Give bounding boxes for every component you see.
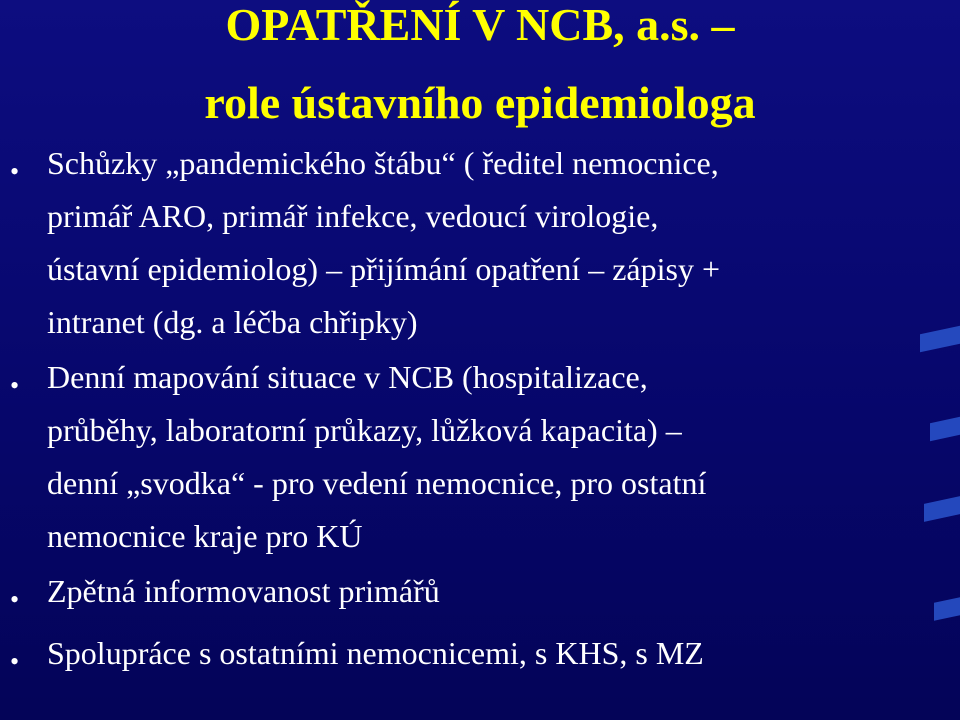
bullet-text-line: Zpětná informovanost primářů: [47, 573, 440, 609]
bullet-text-line: primář ARO, primář infekce, vedoucí virologie,: [47, 198, 659, 234]
decorative-stripe: [924, 496, 960, 522]
decorative-stripe: [930, 417, 960, 441]
bullet-text-line: intranet (dg. a léčba chřipky): [47, 304, 418, 340]
bullet-text-line: nemocnice kraje pro KÚ: [47, 518, 363, 554]
decorative-stripe: [920, 326, 960, 353]
bullet-marker: •: [10, 371, 20, 400]
bullet-text-line: Schůzky „pandemického štábu“ ( ředitel nemocnice,: [47, 145, 719, 181]
slide-title-line-2: role ústavního epidemiologa: [204, 77, 756, 128]
decorative-stripe: [934, 597, 960, 621]
bullet-marker: •: [10, 647, 20, 676]
bullet-text-line: ústavní epidemiolog) – přijímání opatření – zápisy +: [47, 251, 721, 287]
bullet-text-line: Spolupráce s ostatními nemocnicemi, s KHS, s MZ: [47, 635, 704, 671]
bullet-text-line: Denní mapování situace v NCB (hospitalizace,: [47, 359, 648, 395]
slide-title-line-1: OPATŘENÍ V NCB, a.s. –: [225, 0, 735, 50]
bullet-marker: •: [10, 585, 20, 614]
bullet-text-line: denní „svodka“ - pro vedení nemocnice, pro ostatní: [47, 465, 707, 501]
bullet-marker: •: [10, 157, 20, 186]
bullet-text-line: průběhy, laboratorní průkazy, lůžková kapacita) –: [47, 412, 682, 448]
